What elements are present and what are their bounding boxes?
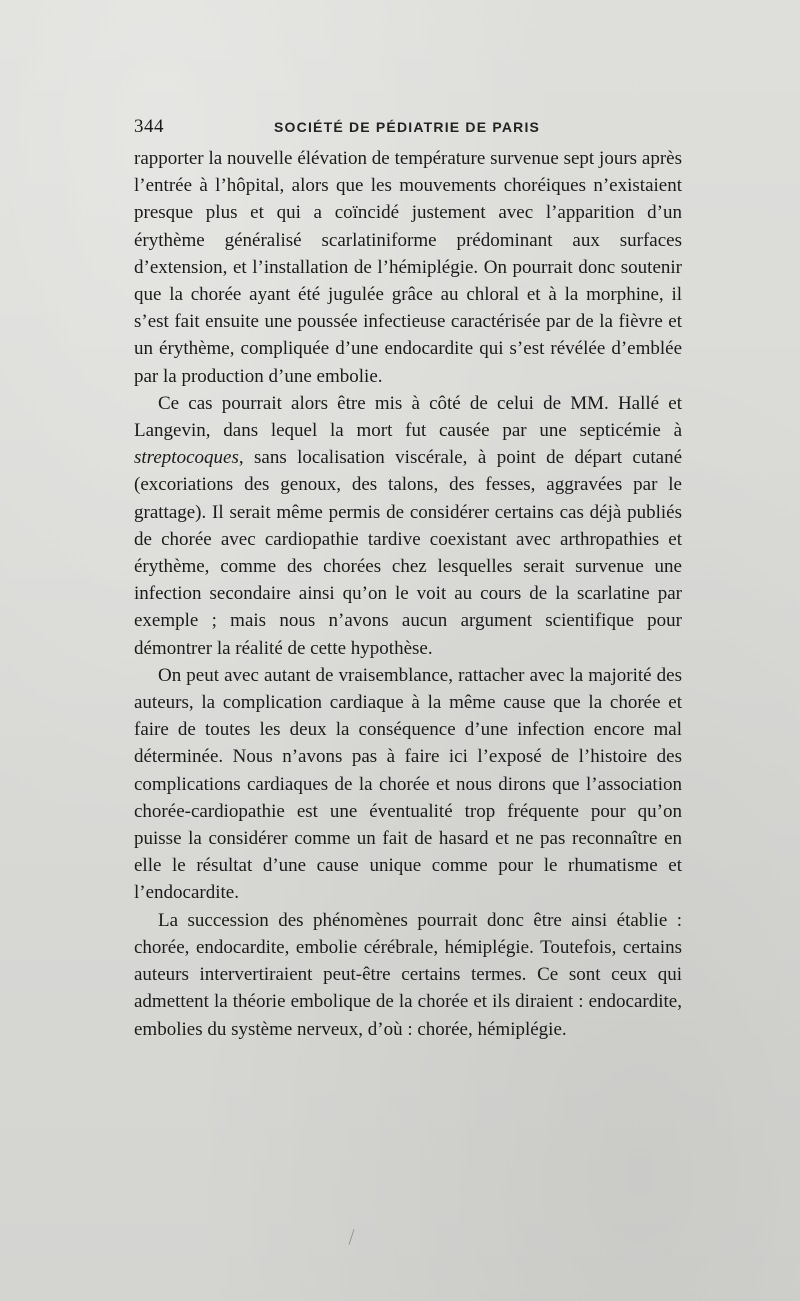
page-number: 344 (134, 116, 164, 137)
paragraph-continued (134, 145, 682, 390)
running-title: SOCIÉTÉ DE PÉDIATRIE DE PARIS (274, 119, 541, 135)
paragraph-majorite-auteurs (134, 662, 682, 907)
paragraph-2-text-end: , sans localisation viscérale, à point de départ cutané (excoriations des genoux, des talons, des fesses, aggravées par le grattage). Il serait même permis de considérer certains cas déjà publiés de chorée avec cardiopathie tardive coexistant avec arthropathies et érythème, comme des chorées chez lesquelles serait survenue une infection secondaire ainsi qu’on le voit au cours de la scarlatine par exemple ; mais nous n’avons aucun argument scientifique pour démontrer la réalité de cette hypothèse. (134, 447, 682, 659)
italic-streptocoques: streptocoques (134, 447, 239, 469)
page-header (134, 116, 682, 140)
paragraph-hallé-langevin (134, 390, 682, 662)
body-text (134, 145, 682, 1043)
paragraph-3-text: On peut avec autant de vraisemblance, rattacher avec la majorité des auteurs, la complication cardiaque à la même cause que la chorée et faire de toutes les deux la conséquence d’une infection encore mal déterminée. Nous n’avons pas à faire ici l’exposé de l’histoire des complications cardiaques de la chorée et nous dirons que l’association chorée-cardiopathie est une éventualité trop fréquente pour qu’on puisse la considérer comme un fait de hasard et ne pas reconnaître en elle le résultat d’une cause unique comme pour le rhumatisme et l’endocardite. (134, 664, 682, 904)
paragraph-4-text: La succession des phénomènes pourrait donc être ainsi établie : chorée, endocardite, embolie cérébrale, hémiplégie. Toutefois, certains auteurs intervertiraient peut-être certains termes. Ce sont ceux qui admettent la théorie embolique de la chorée et ils diraient : endocardite, embolies du système nerveux, d’où : chorée, hémiplégie. (134, 909, 682, 1040)
paragraph-1-text: rapporter la nouvelle élévation de température survenue sept jours après l’entrée à l’hôpital, alors que les mouvements choréiques n’existaient presque plus et qui a coïncidé justement avec l’apparition d’un érythème généralisé scarlatiniforme prédominant aux surfaces d’extension, et l’installation de l’hémiplégie. On pourrait donc soutenir que la chorée ayant été jugulée grâce au chloral et à la morphine, il s’est fait ensuite une poussée infectieuse caractérisée par de la fièvre et un érythème, compliquée d’une endocardite qui s’est révélée d’emblée par la production d’une embolie. (134, 148, 682, 387)
printing-mark (349, 1229, 355, 1245)
paragraph-succession (134, 907, 682, 1043)
paragraph-2-text-start: Ce cas pourrait alors être mis à côté de celui de MM. Hallé et Langevin, dans lequel la mort fut causée par une septicémie à (134, 392, 682, 442)
